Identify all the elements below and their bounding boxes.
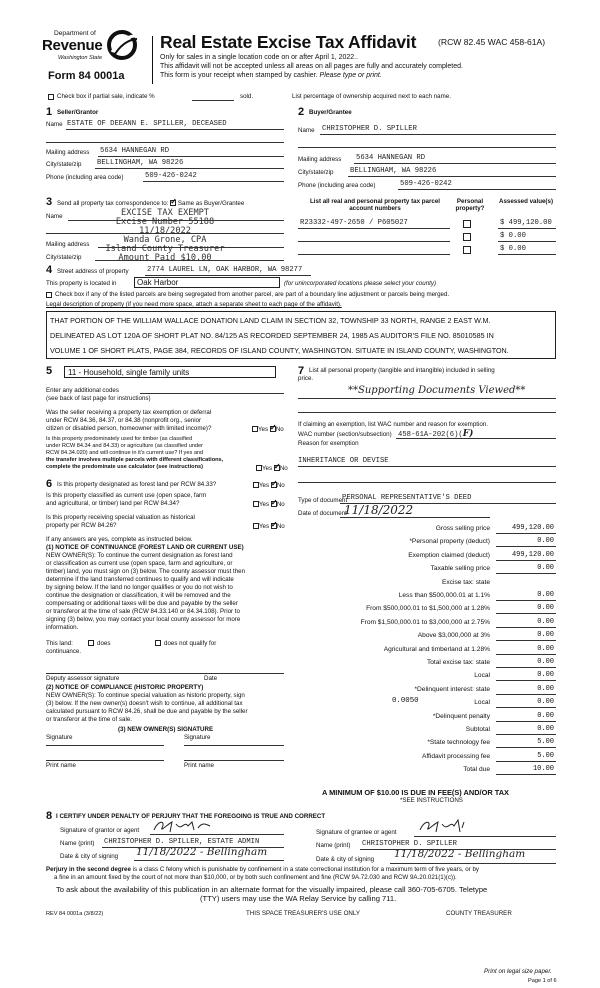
notice2-line: (3) below. If the new owner(s) doesn't wish to continue, all additional tax bbox=[46, 700, 243, 707]
tax-row-amount[interactable]: 0.00 bbox=[537, 604, 554, 613]
stamp-line-2: Excise Number 55188 bbox=[115, 217, 215, 227]
property-section-number: 4 bbox=[46, 264, 53, 276]
correspondence-name-label: Name bbox=[46, 213, 63, 220]
tax-row-label: Local bbox=[474, 699, 490, 707]
partial-sale-label: Check box if partial sale, indicate % bbox=[57, 93, 155, 100]
forest-no-checkbox[interactable] bbox=[271, 482, 277, 488]
parcel-col-header: List all real and personal property tax parcel account numbers bbox=[310, 198, 440, 212]
timber-q-line2: under RCW 84.34 and 84.33) or agriculture (as classified under bbox=[46, 443, 204, 449]
yes-label: Yes bbox=[262, 465, 273, 472]
tax-row-amount[interactable]: 0.00 bbox=[537, 711, 554, 720]
buyer-phone-line bbox=[398, 189, 556, 190]
buyer-name-label: Name bbox=[298, 127, 315, 134]
notice2-title: (2) NOTICE OF COMPLIANCE (HISTORIC PROPERTY) bbox=[46, 684, 204, 691]
land-use-value: 11 - Household, single family units bbox=[68, 368, 190, 377]
tax-row-amount[interactable]: 5.00 bbox=[537, 751, 554, 760]
page-number: Page 1 of 6 bbox=[528, 978, 557, 984]
seller-city-label: City/state/zip bbox=[46, 161, 82, 168]
additional-codes-note: (see back of last page for instructions) bbox=[46, 395, 151, 402]
alt-format-line-2: (TTY) users may use the WA Relay Service by calling 711. bbox=[200, 894, 397, 903]
no-label: No bbox=[276, 482, 285, 489]
stamp-line-5: Island County Treasurer bbox=[105, 244, 225, 254]
header-divider bbox=[152, 36, 153, 84]
tax-row-label: Less than $500,000.01 at 1.1% bbox=[398, 592, 490, 599]
tax-row-amount[interactable]: 0.00 bbox=[537, 537, 554, 546]
forest-yes-no bbox=[253, 481, 285, 489]
doc-date-line bbox=[340, 517, 490, 518]
personal-property-line-1 bbox=[298, 398, 556, 399]
form-title: Real Estate Excise Tax Affidavit bbox=[160, 32, 417, 52]
personal-property-line-2 bbox=[298, 412, 556, 413]
timber-q-line1: Is this property predominately used for timber (as classified bbox=[46, 436, 193, 442]
tax-row-underline bbox=[496, 613, 556, 614]
treasurer-use-only: THIS SPACE TREASURER'S USE ONLY bbox=[246, 910, 360, 917]
timber-yes-no bbox=[256, 464, 288, 472]
buyer-name-line bbox=[320, 134, 556, 135]
tax-row-label: Affidavit processing fee bbox=[421, 752, 490, 760]
stamp-line-1: EXCISE TAX EXEMPT bbox=[121, 208, 209, 218]
segregated-checkbox[interactable] bbox=[46, 292, 52, 298]
continuance-label: continuance. bbox=[46, 648, 82, 655]
tax-row-underline bbox=[496, 707, 556, 708]
buyer-city-line bbox=[348, 176, 556, 177]
tax-row-underline bbox=[496, 600, 556, 601]
buyer-phone-label: Phone (including area code) bbox=[298, 182, 376, 189]
doc-date-label: Date of document bbox=[298, 510, 347, 517]
seller-section-number: 1 bbox=[46, 106, 53, 118]
tax-row-amount[interactable]: 499,120.00 bbox=[511, 524, 554, 532]
tax-row-underline bbox=[496, 721, 556, 722]
seller-addr-field[interactable]: 5634 HANNEGAN RD bbox=[100, 147, 170, 155]
timber-no-checkbox[interactable] bbox=[274, 465, 280, 471]
tax-row-amount[interactable]: 0.00 bbox=[537, 644, 554, 653]
located-label: This property is located in bbox=[46, 280, 117, 287]
minimum-due-note: A MINIMUM OF $10.00 IS DUE IN FEE(S) AND/OR TAX bbox=[322, 788, 509, 797]
assessed-line-2 bbox=[498, 241, 556, 242]
wac-value: 458-61A-202(6)( bbox=[398, 431, 463, 439]
seller-city-line bbox=[95, 168, 284, 169]
seller-name-line bbox=[66, 129, 284, 130]
notice1-line bbox=[46, 568, 245, 575]
location-select[interactable] bbox=[134, 277, 280, 288]
yes-label: Yes bbox=[259, 482, 270, 489]
owner-sig-label-1: Signature bbox=[46, 734, 73, 741]
local-rate: 0.0050 bbox=[392, 697, 419, 705]
partial-sale-checkbox[interactable] bbox=[48, 94, 54, 100]
notice1-line: continue the designation or classification, it will be removed and the bbox=[46, 592, 231, 599]
tax-row-amount[interactable]: 499,120.00 bbox=[511, 550, 554, 559]
additional-codes-label: Enter any additional codes bbox=[46, 387, 119, 394]
seller-name-label: Name bbox=[46, 121, 63, 128]
tax-row-label: *Delinquent interest: state bbox=[414, 685, 490, 693]
assessed-value-2[interactable]: $ 0.00 bbox=[500, 232, 526, 240]
forest-section-number: 6 bbox=[46, 478, 53, 490]
tax-row-label: Subtotal bbox=[465, 726, 490, 733]
tax-row-amount[interactable]: 0.00 bbox=[537, 591, 554, 599]
owner-print-label-1: Print name bbox=[46, 762, 76, 769]
reason-line bbox=[298, 466, 556, 467]
timber-yes-checkbox[interactable] bbox=[256, 465, 262, 471]
notice1-line: signing (3) below, you may contact your local county assessor for more bbox=[46, 616, 241, 623]
tax-row-label: Taxable selling price bbox=[430, 565, 490, 573]
dept-line1: Department of bbox=[54, 30, 96, 37]
perjury-bold: Perjury in the second degree bbox=[46, 866, 131, 873]
historic-q-2: property per RCW 84.26? bbox=[46, 522, 117, 529]
reason-field[interactable]: INHERITANCE OR DEVISE bbox=[298, 457, 389, 465]
personal-property-section-number: 7 bbox=[298, 365, 305, 377]
revision-code: REV 84 0001a (3/8/22) bbox=[46, 911, 104, 917]
buyer-city-field[interactable]: BELLINGHAM, WA 98226 bbox=[350, 167, 437, 175]
grantee-signature-icon bbox=[418, 818, 466, 836]
tax-row-label: Local bbox=[474, 672, 490, 680]
tax-row-underline bbox=[496, 680, 556, 681]
grantee-date-line bbox=[390, 863, 556, 864]
certify-text: I CERTIFY UNDER PENALTY OF PERJURY THAT THE FOREGOING IS TRUE AND CORRECT bbox=[56, 813, 326, 820]
grantor-name-label: Name (print) bbox=[60, 840, 95, 847]
exemption-yes-no bbox=[252, 425, 284, 433]
forest-q: Is this property designated as forest land per RCW 84.33? bbox=[57, 481, 217, 488]
land-use-select[interactable] bbox=[64, 366, 276, 378]
notice1-line: or classification as current use (open space, farm and agriculture, or bbox=[46, 560, 233, 567]
correspondence-label bbox=[57, 199, 244, 207]
seller-city-field[interactable]: BELLINGHAM, WA 98226 bbox=[97, 159, 184, 167]
doc-type-field[interactable]: PERSONAL REPRESENTATIVE'S DEED bbox=[342, 494, 472, 502]
tax-row-label: From $1,500,000.01 to $3,000,000 at 2.75% bbox=[360, 618, 490, 626]
correspondence-addr-label: Mailing address bbox=[46, 241, 90, 248]
assessed-value-1[interactable]: $ 499,120.00 bbox=[500, 219, 552, 227]
exemption-no-checkbox[interactable] bbox=[270, 426, 276, 432]
this-land-label: This land: bbox=[46, 640, 73, 647]
rcw-reference: (RCW 82.45 WAC 458-61A) bbox=[438, 37, 546, 47]
unincorporated-note: (for unincorporated locations please select your county) bbox=[284, 280, 437, 287]
notice1-line: determine if the land transferred continues to qualify and will indicate bbox=[46, 576, 234, 583]
parcel-number-1[interactable]: R23332-497-2650 / P605027 bbox=[300, 219, 408, 227]
assessed-value-3[interactable]: $ 0.00 bbox=[500, 245, 526, 253]
header-note-3 bbox=[160, 72, 382, 79]
historic-yes-no bbox=[253, 522, 285, 530]
grantee-name-label: Name (print) bbox=[316, 842, 351, 849]
legal-desc-label: Legal description of property (if you need more space, attach a separate sheet to each page of the affidavit). bbox=[46, 301, 342, 308]
legal-size-note: Print on legal size paper. bbox=[484, 968, 552, 975]
wac-line bbox=[396, 438, 556, 439]
exemption-q-line3: citizen or disabled person, homeowner with limited income)? bbox=[46, 425, 212, 432]
seller-phone-field[interactable]: 509-426-0242 bbox=[145, 172, 197, 180]
stamp-line-6: Amount Paid $10.00 bbox=[118, 253, 212, 263]
land-use-section-number: 5 bbox=[46, 365, 53, 377]
assessed-line-1 bbox=[498, 228, 556, 229]
tax-row-amount[interactable]: 0.00 bbox=[537, 617, 554, 626]
owner-print-label-2: Print name bbox=[184, 762, 214, 769]
notice1-line-text: timber) land, you must sign on (3) below. The county assessor must then bbox=[46, 568, 246, 575]
tax-row-label: *State technology fee bbox=[427, 739, 490, 747]
header-note-2: This affidavit will not be accepted unless all areas on all pages are fully and accurately completed. bbox=[160, 63, 463, 70]
wac-hand-value: F) bbox=[462, 429, 474, 439]
tax-row-amount[interactable]: 10.00 bbox=[532, 765, 554, 774]
deputy-sig-label: Deputy assessor signature bbox=[46, 675, 120, 682]
buyer-name-line-2 bbox=[298, 147, 556, 148]
deputy-sig-line bbox=[46, 673, 284, 674]
tax-row-amount[interactable]: 0.00 bbox=[537, 684, 554, 693]
owner-print-line-1 bbox=[46, 760, 164, 761]
alt-format-line-1: To ask about the availability of this publication in an alternate format for the visually impaired, please call 360-705-6705. Teletype bbox=[56, 885, 488, 894]
owner-sig-line-1 bbox=[46, 745, 164, 746]
historic-no-checkbox[interactable] bbox=[271, 523, 277, 529]
tax-row-amount[interactable]: 0.00 bbox=[537, 658, 554, 666]
correspondence-section-number: 3 bbox=[46, 196, 53, 208]
tax-row-underline bbox=[496, 747, 556, 748]
personal-property-text-2: price. bbox=[298, 375, 314, 382]
certify-section-number: 8 bbox=[46, 810, 53, 822]
exemption-note: If claiming an exemption, list WAC number and reason for exemption. bbox=[298, 421, 488, 428]
tax-row-label: From $500,000.01 to $1,500,000 at 1.28% bbox=[366, 605, 490, 613]
grantee-sig-line bbox=[414, 836, 556, 837]
excise-exempt-stamp bbox=[100, 209, 230, 263]
tax-row-amount[interactable]: 0.00 bbox=[537, 564, 554, 573]
form-number: Form 84 0001a bbox=[48, 70, 125, 82]
legal-line-2: DELINEATED AS LOT 120A OF SHORT PLAT NO. 84/125 AS RECORDED SEPTEMBER 24, 1985 AS AUDITOR'S FILE NO. 85010585 IN bbox=[50, 331, 494, 340]
seller-phone-label: Phone (including area code) bbox=[46, 174, 124, 181]
tax-calculation bbox=[298, 524, 556, 784]
does-label: does bbox=[97, 640, 111, 647]
additional-codes-line bbox=[140, 393, 284, 394]
tax-row-label: Agricultural and timberland at 1.28% bbox=[383, 645, 490, 653]
no-label: No bbox=[276, 523, 285, 530]
perjury-line-2: a fine in an amount fixed by the court of not more than $10,000, or by both such confinement and fine (RCW 9A.72.030 and RCW 9A.20.021(1)(c)). bbox=[54, 874, 457, 881]
personal-property-text-1: List all personal property (tangible and intangible) included in selling bbox=[309, 367, 495, 374]
grantor-date-line bbox=[134, 860, 284, 861]
buyer-section-number: 2 bbox=[298, 106, 305, 118]
tax-row-amount[interactable]: 0.00 bbox=[537, 725, 554, 733]
legal-line-1: THAT PORTION OF THE WILLIAM WALLACE DONATION LAND CLAIM IN SECTION 32, TOWNSHIP 33 NORTH, RANGE 2 EAST W.M. bbox=[50, 316, 491, 325]
current-use-yes-checkbox[interactable] bbox=[253, 501, 259, 507]
dor-swoosh-icon bbox=[106, 30, 140, 60]
notice2-line: calculated pursuant to RCW 84.26, shall be due and payable by the seller bbox=[46, 708, 248, 715]
tax-row-underline bbox=[496, 734, 556, 735]
header-note-3a: This form is your receipt when stamped by cashier. bbox=[160, 72, 318, 79]
tax-row-label: Exemption claimed (deduct) bbox=[408, 551, 490, 559]
tax-row-label: Excise tax: state bbox=[441, 578, 490, 586]
does-not-label: does not qualify for bbox=[164, 640, 217, 647]
legal-line-3: VOLUME 1 OF SHORT PLATS, PAGE 384, RECORDS OF ISLAND COUNTY, WASHINGTON. SITUATE IN ISLAND COUNTY, WASHINGTON. bbox=[50, 346, 509, 355]
header-note-1: Only for sales in a single location code on or after April 1, 2022.. bbox=[160, 54, 359, 61]
exemption-yes-checkbox[interactable] bbox=[252, 426, 258, 432]
tax-row-underline bbox=[496, 694, 556, 695]
dept-line2: Revenue bbox=[42, 37, 103, 54]
segregated-label: Check box if any of the listed parcels are being segregated from another parcel, are part of a boundary line adjustment or parcels being merged. bbox=[55, 291, 450, 298]
partial-percent-field[interactable] bbox=[192, 100, 234, 101]
personal-property-checkbox-1[interactable] bbox=[463, 220, 471, 228]
if-yes-note: If any answers are yes, complete as instructed below. bbox=[46, 536, 193, 543]
buyer-phone-field[interactable]: 509-426-0242 bbox=[400, 180, 452, 188]
ownership-note: List percentage of ownership acquired next to each name. bbox=[292, 93, 451, 100]
personal-property-checkbox-3[interactable] bbox=[463, 246, 471, 254]
tax-row-underline bbox=[496, 627, 556, 628]
tax-row-underline bbox=[496, 560, 556, 561]
notice1-line: information. bbox=[46, 624, 79, 631]
correspondence-text: Send all property tax correspondence to: bbox=[57, 200, 169, 207]
grantee-sig-label: Signature of grantee or agent bbox=[316, 829, 397, 836]
parcel-line-3 bbox=[298, 254, 450, 255]
current-use-q-2: and agricultural, or timber) land per RCW 84.34? bbox=[46, 500, 180, 507]
county-treasurer: COUNTY TREASURER bbox=[446, 910, 512, 917]
grantor-sig-label: Signature of grantor or agent bbox=[60, 827, 140, 834]
correspondence-city-label: City/state/zip bbox=[46, 254, 82, 261]
assessed-col-header: Assessed value(s) bbox=[499, 198, 553, 205]
tax-row-underline bbox=[496, 667, 556, 668]
grantor-sig-line bbox=[150, 834, 284, 835]
forest-yes-checkbox[interactable] bbox=[253, 482, 259, 488]
parcel-line-1 bbox=[298, 228, 450, 229]
sig3-title: (3) NEW OWNER(S) SIGNATURE bbox=[118, 726, 214, 733]
seller-heading: Seller/Grantor bbox=[57, 109, 99, 116]
tax-row-label: Total due bbox=[463, 766, 490, 774]
buyer-addr-label: Mailing address bbox=[298, 156, 342, 163]
notice1-title: (1) NOTICE OF CONTINUANCE (FOREST LAND OR CURRENT USE) bbox=[46, 544, 244, 551]
header-note-3b: Please type or print. bbox=[319, 72, 382, 79]
tax-row-amount[interactable]: 0.00 bbox=[537, 631, 554, 640]
grantee-name-field[interactable]: CHRISTOPHER D. SPILLER bbox=[362, 840, 457, 848]
personal-col-header: Personal property? bbox=[455, 198, 485, 212]
see-instructions: *SEE INSTRUCTIONS bbox=[400, 797, 463, 804]
current-use-yes-no bbox=[253, 500, 285, 508]
owner-sig-label-2: Signature bbox=[184, 734, 211, 741]
wac-label: WAC number (section/subsection) bbox=[298, 431, 392, 438]
timber-q-line5: complete the predominate use calculator (see instructions) bbox=[46, 464, 203, 470]
stamp-line-4: Wanda Grone, CPA bbox=[123, 235, 207, 245]
tax-row-label: Above $3,000,000 at 3% bbox=[417, 632, 490, 640]
tax-row-label: Gross selling price bbox=[435, 525, 490, 532]
does-qualify-checkbox[interactable] bbox=[88, 640, 94, 646]
yes-label: Yes bbox=[259, 501, 270, 508]
buyer-city-label: City/state/zip bbox=[298, 169, 334, 176]
grantor-name-field[interactable]: CHRISTOPHER D. SPILLER, ESTATE ADMIN bbox=[104, 838, 260, 846]
notice1-line: compensating or additional taxes will be due and payable by the seller bbox=[46, 600, 238, 607]
same-as-buyer-checkbox[interactable] bbox=[170, 200, 176, 206]
no-label: No bbox=[276, 501, 285, 508]
tax-row-label: Total excise tax: state bbox=[426, 659, 490, 666]
current-use-no-checkbox[interactable] bbox=[271, 501, 277, 507]
supporting-docs-stamp: **Supporting Documents Viewed** bbox=[348, 385, 526, 396]
yes-label: Yes bbox=[258, 426, 269, 433]
buyer-heading: Buyer/Grantee bbox=[309, 109, 352, 116]
current-use-q-1: Is this property classified as current use (open space, farm bbox=[46, 492, 207, 499]
seller-addr-label: Mailing address bbox=[46, 149, 90, 156]
yes-label: Yes bbox=[259, 523, 270, 530]
tax-row-amount[interactable]: 0.00 bbox=[537, 671, 554, 680]
grantee-date-label: Date & city of signing bbox=[316, 856, 375, 863]
timber-q-line4: the transfer involves multiple parcels with different classifications, bbox=[46, 457, 224, 463]
personal-property-checkbox-2[interactable] bbox=[463, 233, 471, 241]
parcel-line-2 bbox=[298, 241, 450, 242]
tax-row-underline bbox=[496, 761, 556, 762]
same-as-buyer-label: Same as Buyer/Grantee bbox=[177, 200, 245, 207]
reason-line-2 bbox=[298, 482, 556, 483]
partial-sold-label: sold. bbox=[240, 93, 254, 100]
buyer-addr-line bbox=[354, 163, 556, 164]
doc-type-label: Type of document bbox=[298, 497, 348, 504]
tax-row-underline bbox=[496, 546, 556, 547]
notice1-line: or transferor at the time of sale (RCW 84.33.140 or 84.34.108). Prior to bbox=[46, 608, 240, 615]
seller-name-line-2 bbox=[46, 142, 284, 143]
assessed-line-3 bbox=[498, 254, 556, 255]
grantee-date-field[interactable]: 11/18/2022 - Bellingham bbox=[394, 848, 526, 860]
tax-row-underline bbox=[496, 640, 556, 641]
exemption-q-line1: Was the seller receiving a property tax exemption or deferral bbox=[46, 409, 212, 416]
deputy-date-label: Date bbox=[204, 675, 218, 682]
notice1-line: by signing below. If the land no longer qualifies or you do not wish to bbox=[46, 584, 233, 591]
historic-yes-checkbox[interactable] bbox=[253, 523, 259, 529]
owner-sig-line-2 bbox=[184, 745, 284, 746]
does-not-qualify-checkbox[interactable] bbox=[155, 640, 161, 646]
street-line bbox=[145, 275, 311, 276]
no-label: No bbox=[275, 426, 284, 433]
perjury-line-1 bbox=[46, 866, 479, 873]
tax-row-underline bbox=[496, 774, 556, 775]
grantor-signature[interactable] bbox=[152, 818, 212, 838]
grantor-date-field[interactable]: 11/18/2022 - Bellingham bbox=[136, 846, 268, 858]
tax-row-label: *Personal property (deduct) bbox=[409, 538, 490, 546]
notice1-line: NEW OWNER(S): To continue the current designation as forest land bbox=[46, 552, 233, 559]
owner-print-line-2 bbox=[184, 760, 284, 761]
seller-phone-line bbox=[143, 181, 284, 182]
legal-description-box[interactable] bbox=[46, 311, 556, 359]
perjury-text: is a class C felony which is punishable by confinement in a state correctional institution for a maximum term of five years, or by bbox=[132, 866, 479, 873]
street-address-field[interactable]: 2774 LAUREL LN, OAK HARBOR, WA 98277 bbox=[147, 266, 303, 274]
tax-row-underline bbox=[496, 533, 556, 534]
notice2-line: NEW OWNER(S): To continue special valuation as historic property, sign bbox=[46, 692, 245, 699]
tax-row-label: *Delinquent penalty bbox=[432, 712, 490, 720]
doc-date-field[interactable]: 11/18/2022 bbox=[344, 503, 414, 517]
tax-row-amount[interactable]: 0.00 bbox=[537, 698, 554, 707]
grantor-date-label: Date & city of signing bbox=[60, 853, 119, 860]
tax-row-underline bbox=[496, 654, 556, 655]
tax-row-underline bbox=[496, 573, 556, 574]
dept-line3: Washington State bbox=[58, 55, 103, 61]
street-label: Street address of property bbox=[57, 268, 129, 275]
location-value: Oak Harbor bbox=[137, 278, 179, 287]
seller-addr-line bbox=[98, 156, 284, 157]
timber-q-line3: RCW 84.34.020) and will continue in it's current use? If yes and bbox=[46, 450, 204, 456]
stamp-line-3: 11/18/2022 bbox=[139, 226, 191, 236]
notice2-line: or transferor at the time of sale. bbox=[46, 716, 132, 723]
seller-name-field[interactable]: ESTATE OF DEEANN E. SPILLER, DECEASED bbox=[67, 120, 227, 128]
exemption-q-line2: under RCW 84.36, 84.37, or 84.38 (nonprofit org., senior bbox=[46, 417, 202, 424]
buyer-name-field[interactable]: CHRISTOPHER D. SPILLER bbox=[322, 125, 417, 133]
no-label: No bbox=[279, 465, 288, 472]
grantor-signature-icon bbox=[152, 818, 212, 834]
tax-row-amount[interactable]: 5.00 bbox=[537, 738, 554, 747]
buyer-addr-field[interactable]: 5634 HANNEGAN RD bbox=[356, 154, 426, 162]
historic-q-1: Is this property receiving special valuation as historical bbox=[46, 514, 195, 521]
reason-label: Reason for exemption bbox=[298, 440, 359, 447]
